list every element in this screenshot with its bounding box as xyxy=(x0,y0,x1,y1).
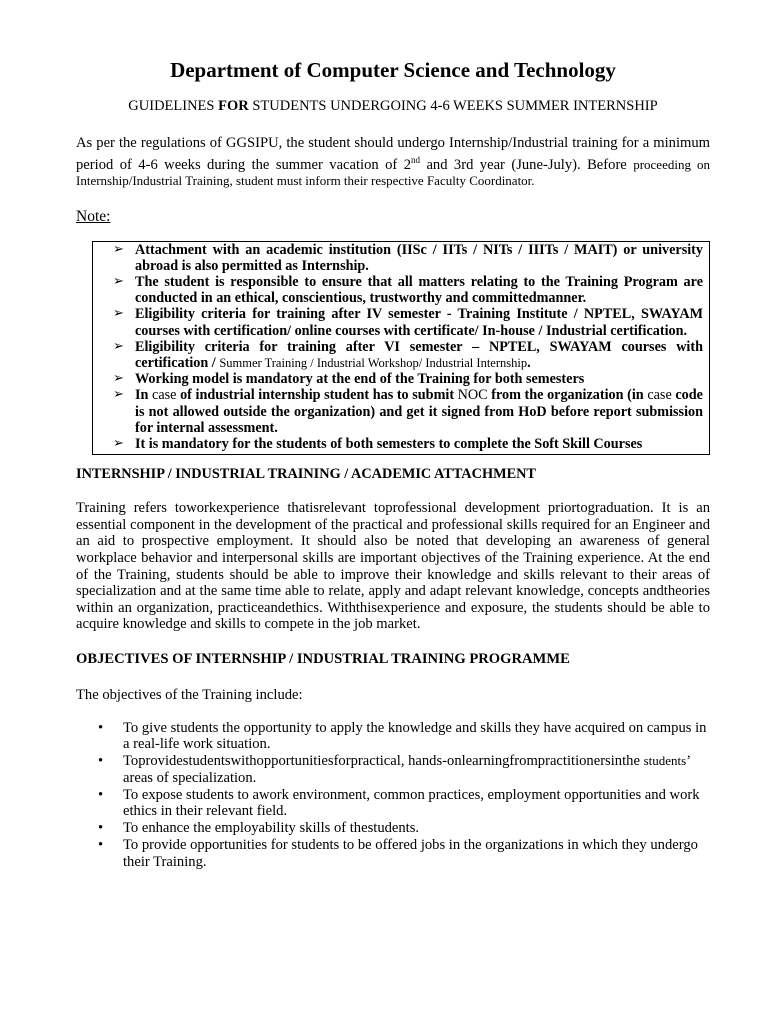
bullet-icon: • xyxy=(98,720,104,737)
arrow-bullet-icon: ➢ xyxy=(113,436,124,452)
list-item: • To expose students to awork environment, common practices, employment opportunities and work ethics in their relevant field. xyxy=(98,786,700,820)
arrow-bullet-icon: ➢ xyxy=(113,274,124,290)
guidelines-subtitle: GUIDELINES FOR STUDENTS UNDERGOING 4-6 WEEKS SUMMER INTERNSHIP xyxy=(128,98,658,114)
list-item: • To give students the opportunity to apply the knowledge and skills they have acquired on campus in a real-life work situation. xyxy=(98,720,707,753)
intro-paragraph: As per the regulations of GGSIPU, the student should undergo Internship/Industrial training for a minimum period of 4-6 weeks during the summer vacation of 2nd and 3rd year (June-July). Before proceeding on Internship/Industrial Training, student must inform their respective Faculty Coordinator. xyxy=(76,135,710,189)
list-item: • To provide opportunities for students to be offered jobs in the organizations in which they undergo their Training. xyxy=(98,837,698,870)
arrow-bullet-icon: ➢ xyxy=(113,338,124,354)
section-heading-objectives: OBJECTIVES OF INTERNSHIP / INDUSTRIAL TRAINING PROGRAMME xyxy=(76,651,570,668)
bullet-icon: • xyxy=(98,753,104,770)
objectives-intro: The objectives of the Training include: xyxy=(76,687,303,704)
note-item: ➢ The student is responsible to ensure that all matters relating to the Training Program are conducted in an ethical, conscientious, trustworthy and committedmanner. xyxy=(113,274,703,307)
arrow-bullet-icon: ➢ xyxy=(113,241,124,257)
list-item: • Toprovidestudentswithopportunitiesforpractical, hands-onlearningfrompractitionersinthe students’ areas of specialization. xyxy=(98,753,690,786)
note-item: ➢ Working model is mandatory at the end of the Training for both semesters xyxy=(113,371,585,388)
page-title: Department of Computer Science and Technology xyxy=(170,58,616,82)
notes-list xyxy=(113,242,703,453)
note-item: ➢ In case of industrial internship student has to submit NOC from the organization (in case code is not allowed outside the organization) and get it signed from HoD before report submission for internal assessment. xyxy=(113,387,703,436)
note-item: ➢ Eligibility criteria for training after IV semester - Training Institute / NPTEL, SWAYAM courses with certification/ online courses with certificate/ In-house / Industrial certification. xyxy=(113,306,703,339)
list-item: • To enhance the employability skills of thestudents. xyxy=(98,820,420,837)
note-label: Note: xyxy=(76,207,111,225)
section-heading-internship: INTERNSHIP / INDUSTRIAL TRAINING / ACADEMIC ATTACHMENT xyxy=(76,466,536,483)
training-paragraph: Training refers toworkexperience thatisrelevant toprofessional development priortograduation. It is an essential component in the development of the practical and professional skills required for an Engineer and an aid to prospective employment. It should also be noted that developing an awareness of general workplace behavior and interpersonal skills are important objectives of the Training experience. At the end of the Training, students should be able to improve their knowledge and skills relevant to their areas of specialization and at the same time able to relate, apply and adapt relevant knowledge, concepts andtheories within an organization, practiceandethics. Withthisexperience and exposure, the students should be able to acquire knowledge and skills to compete in the job market. xyxy=(76,500,710,633)
arrow-bullet-icon: ➢ xyxy=(113,306,124,322)
bullet-icon: • xyxy=(98,786,104,803)
note-item: ➢ It is mandatory for the students of both semesters to complete the Soft Skill Courses xyxy=(113,436,643,453)
bullet-icon: • xyxy=(98,837,104,854)
note-item: ➢ Eligibility criteria for training after VI semester – NPTEL, SWAYAM courses with certification / Summer Training / Industrial Workshop/ Industrial Internship. xyxy=(113,338,703,372)
arrow-bullet-icon: ➢ xyxy=(113,371,124,387)
objectives-list xyxy=(76,720,710,870)
note-item: ➢ Attachment with an academic institution (IISc / IITs / NITs / IIITs / MAIT) or university abroad is also permitted as Internship. xyxy=(113,241,703,274)
notes-box xyxy=(92,241,710,456)
arrow-bullet-icon: ➢ xyxy=(113,387,124,403)
bullet-icon: • xyxy=(98,820,104,837)
